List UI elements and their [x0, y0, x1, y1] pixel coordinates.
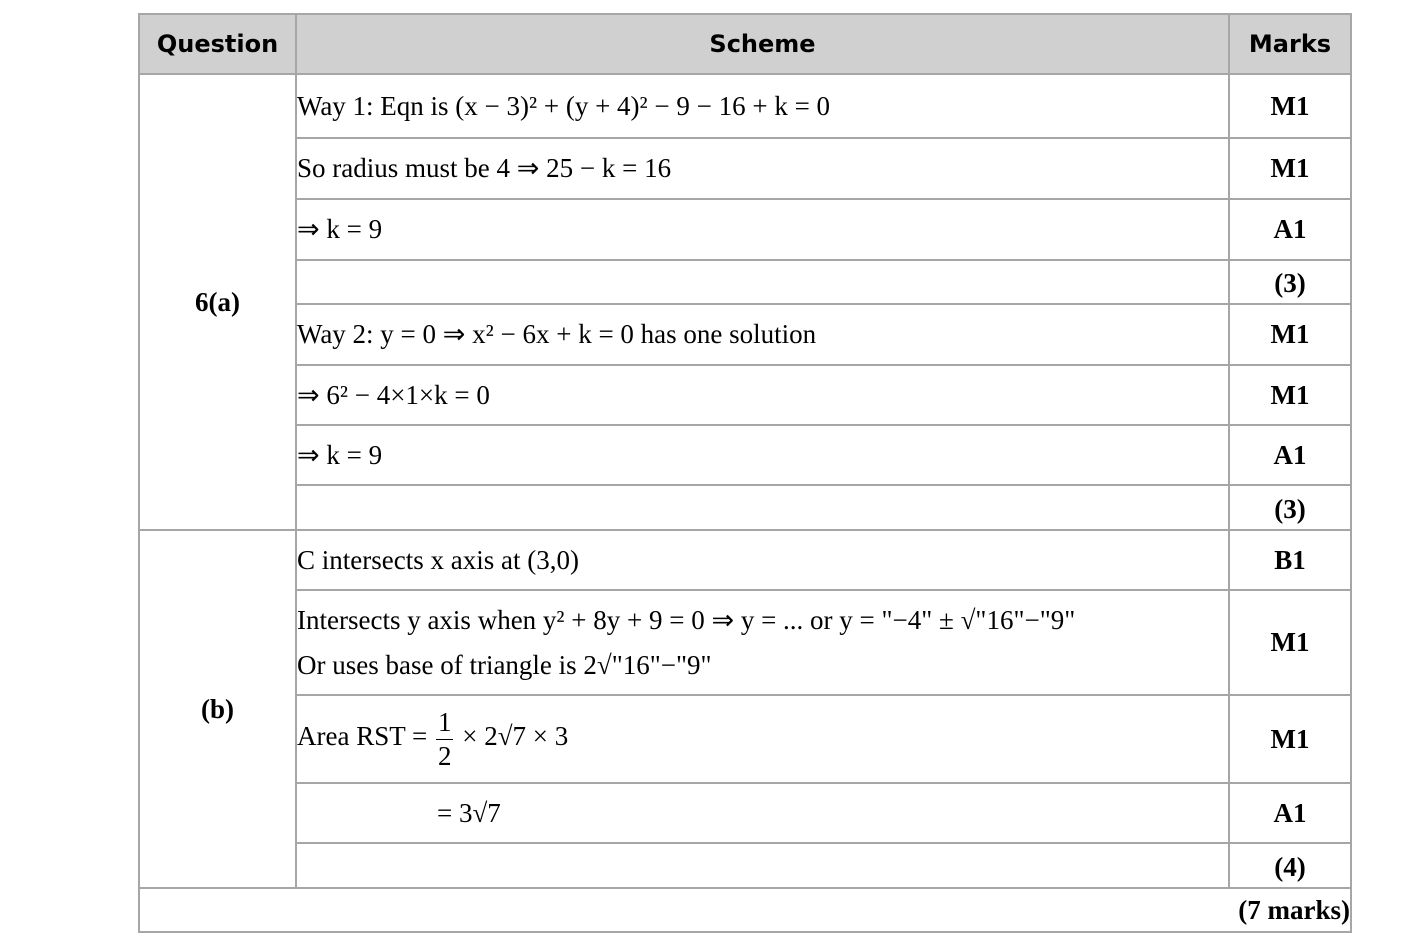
- table-row: [139, 530, 1351, 590]
- subtotal-mark: (4): [1229, 843, 1351, 888]
- table-row: [139, 260, 1351, 304]
- mark-cell: A1: [1229, 199, 1351, 260]
- mark-cell: M1: [1229, 590, 1351, 695]
- mark-cell: B1: [1229, 530, 1351, 590]
- total-marks: (7 marks): [139, 888, 1351, 932]
- scheme-header: Scheme: [296, 14, 1229, 74]
- table-row: [139, 695, 1351, 783]
- mark-cell: A1: [1229, 425, 1351, 485]
- scheme-cell: = 3√7: [296, 783, 1229, 843]
- table-row: [139, 485, 1351, 530]
- header-row: [139, 14, 1351, 74]
- scheme-cell: [296, 695, 1229, 783]
- mark-cell: M1: [1229, 695, 1351, 783]
- question-label-6a: 6(a): [139, 74, 296, 530]
- scheme-cell: ⇒ k = 9: [296, 425, 1229, 485]
- mark-cell: M1: [1229, 365, 1351, 425]
- fraction-numerator: 1: [436, 706, 454, 739]
- scheme-line: Or uses base of triangle is 2√"16"−"9": [297, 649, 712, 680]
- table-row: [139, 138, 1351, 199]
- scheme-cell: ⇒ 6² − 4×1×k = 0: [296, 365, 1229, 425]
- table-row: [139, 843, 1351, 888]
- scheme-cell: C intersects x axis at (3,0): [296, 530, 1229, 590]
- marks-header: Marks: [1229, 14, 1351, 74]
- mark-scheme-table: [138, 13, 1352, 933]
- table-row: [139, 783, 1351, 843]
- table-row: [139, 590, 1351, 695]
- scheme-line: Intersects y axis when y² + 8y + 9 = 0 ⇒ y = ... or y = "−4" ± √"16"−"9": [297, 604, 1076, 635]
- subtotal-mark: (3): [1229, 260, 1351, 304]
- table-row: [139, 425, 1351, 485]
- scheme-cell: [296, 590, 1229, 695]
- scheme-cell: [296, 260, 1229, 304]
- scheme-cell: [296, 485, 1229, 530]
- area-suffix: × 2√7 × 3: [462, 721, 569, 752]
- fraction: [436, 706, 454, 772]
- fraction-denominator: 2: [437, 740, 452, 771]
- table-row: [139, 365, 1351, 425]
- scheme-cell: Way 2: y = 0 ⇒ x² − 6x + k = 0 has one solution: [296, 304, 1229, 365]
- table-row: [139, 74, 1351, 138]
- mark-cell: M1: [1229, 304, 1351, 365]
- table-row: [139, 304, 1351, 365]
- question-label-b: (b): [139, 530, 296, 888]
- scheme-cell: Way 1: Eqn is (x − 3)² + (y + 4)² − 9 − 16 + k = 0: [296, 74, 1229, 138]
- subtotal-mark: (3): [1229, 485, 1351, 530]
- scheme-cell: ⇒ k = 9: [296, 199, 1229, 260]
- mark-cell: M1: [1229, 74, 1351, 138]
- scheme-cell: So radius must be 4 ⇒ 25 − k = 16: [296, 138, 1229, 199]
- mark-cell: A1: [1229, 783, 1351, 843]
- question-header: Question: [139, 14, 296, 74]
- table-row: [139, 199, 1351, 260]
- scheme-cell: [296, 843, 1229, 888]
- area-prefix: Area RST =: [297, 721, 428, 752]
- mark-cell: M1: [1229, 138, 1351, 199]
- total-row: [139, 888, 1351, 932]
